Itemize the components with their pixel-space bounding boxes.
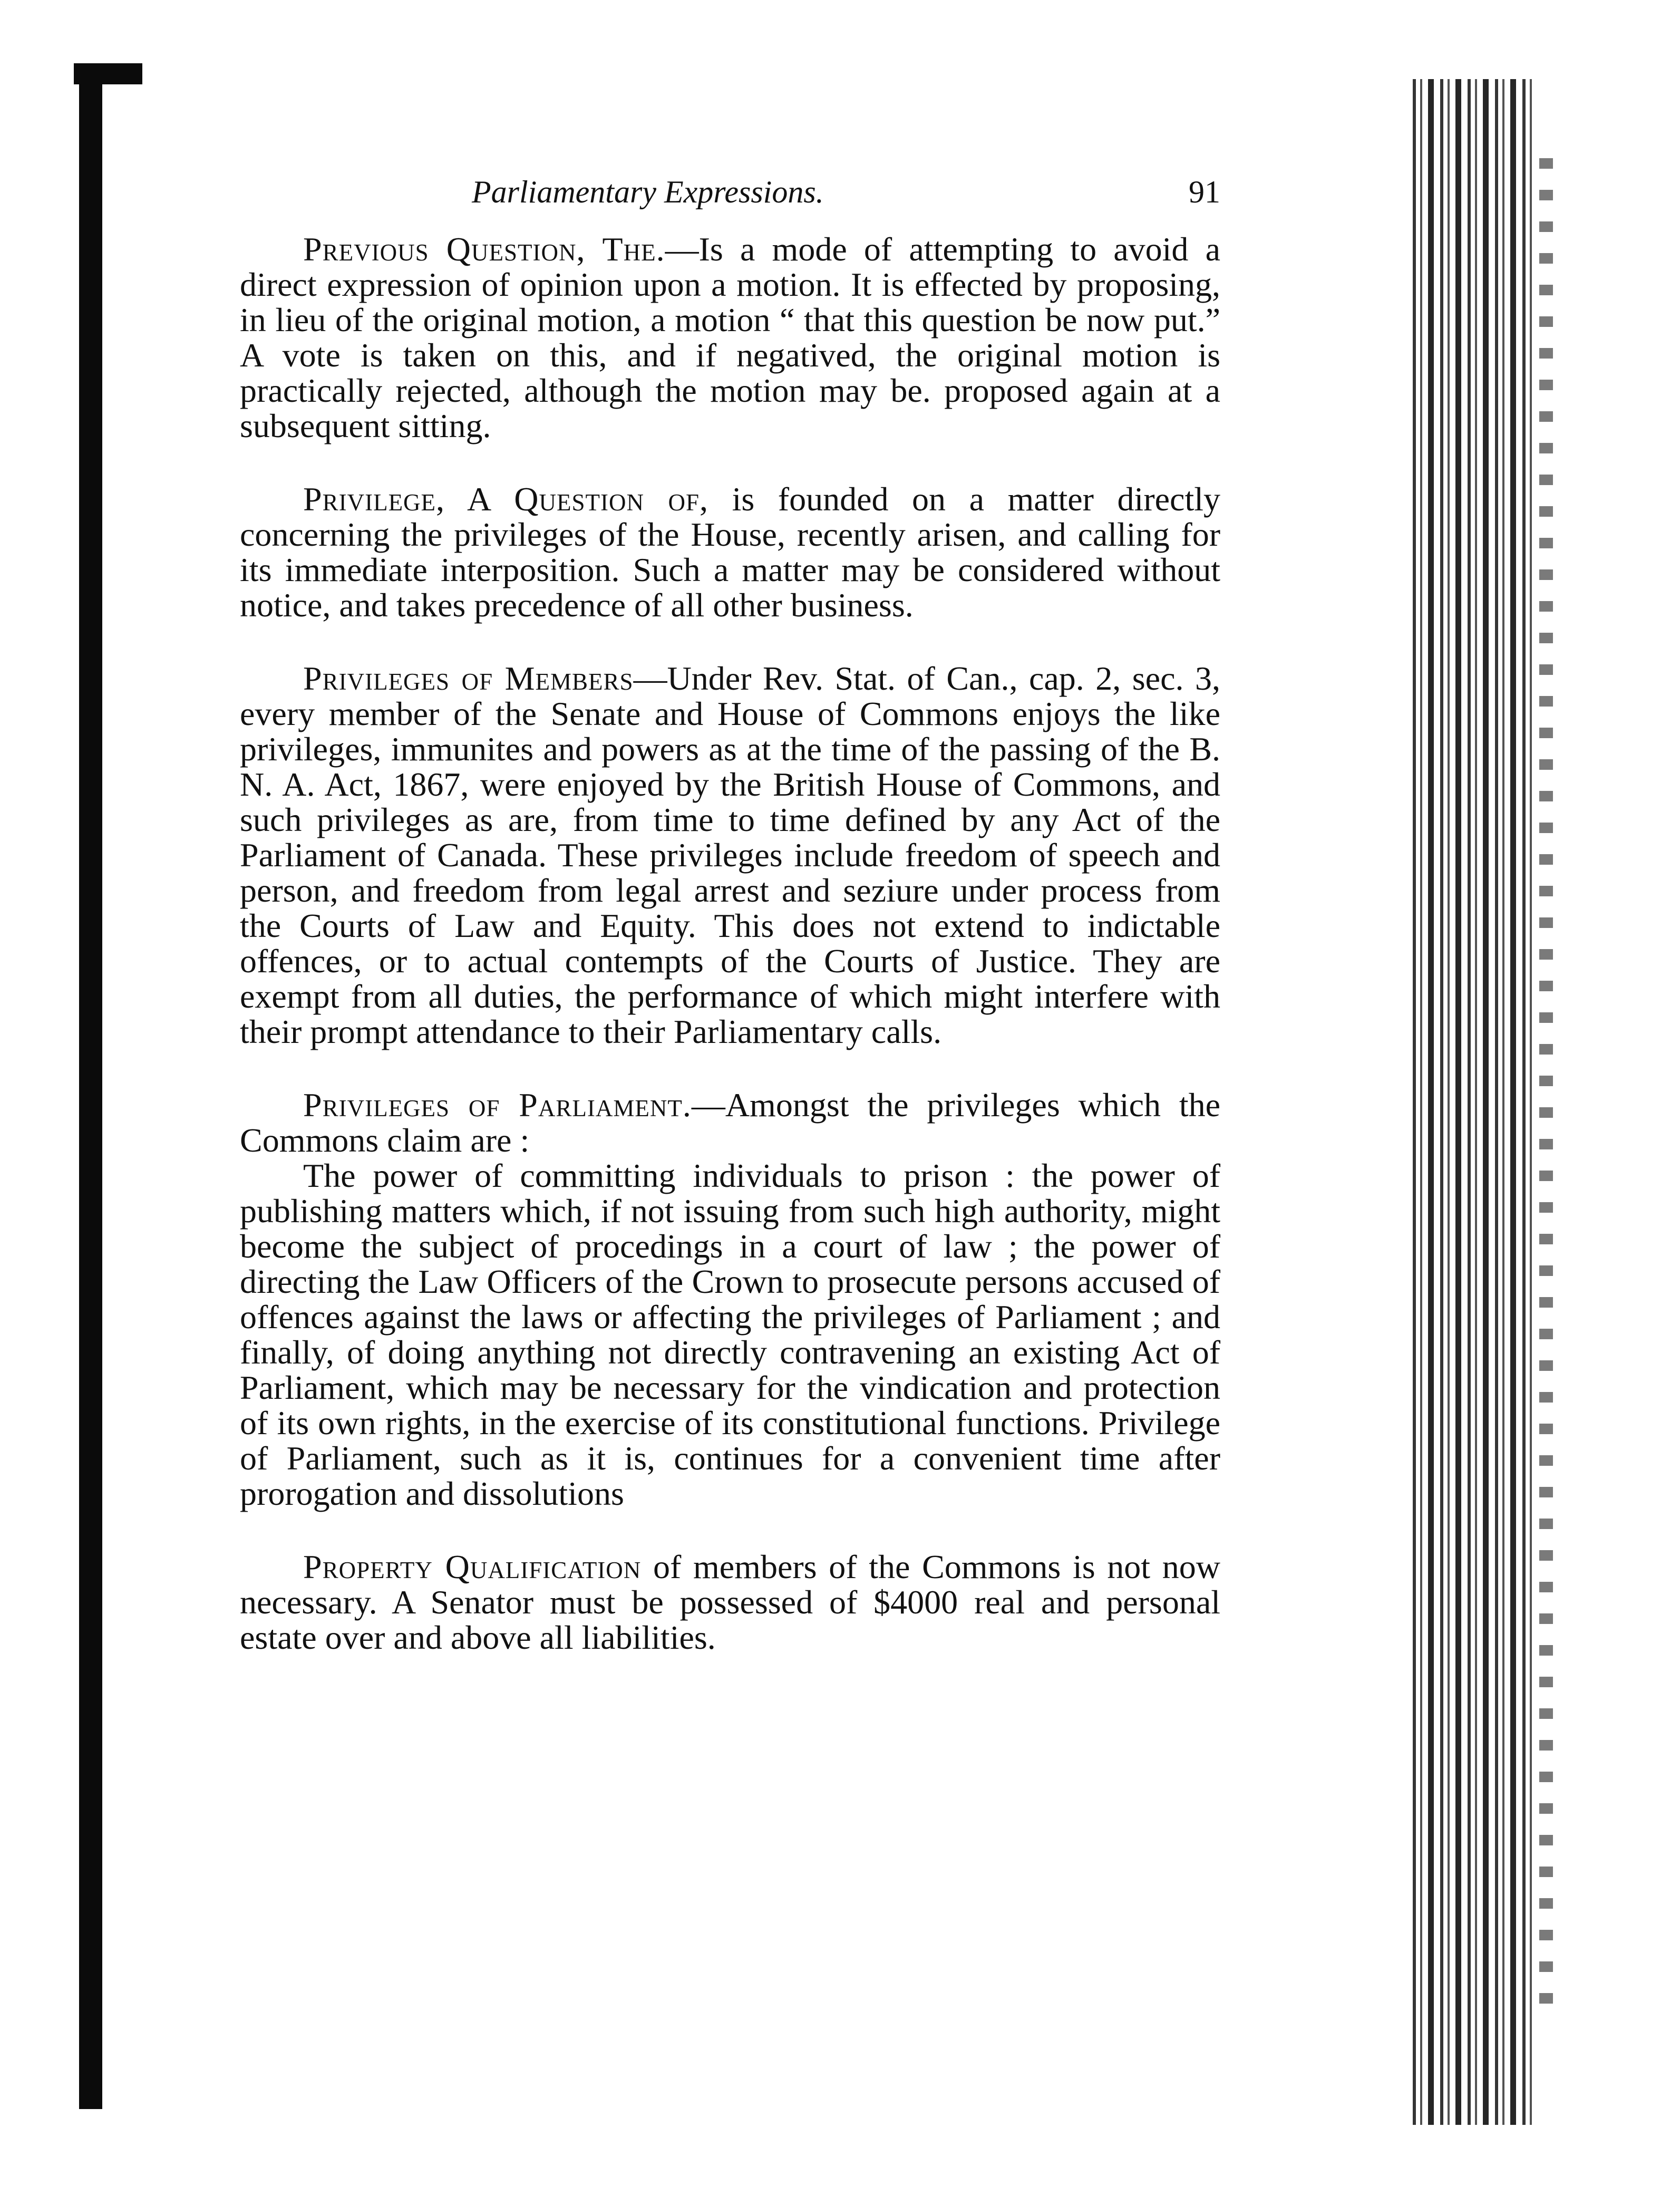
entry-text: —Amongst the privileges which the Commons claim are : <box>240 1086 1221 1159</box>
entry-text: —Is a mode of attempting to avoid a direct expression of opinion upon a motion. It is effected by proposing, in lieu of the original motion, a motion “ that this question be now put.” A vote is taken on this, and if negatived, the original motion is practically rejected, although the motion may be. proposed again at a subsequent sitting. <box>240 230 1220 444</box>
right-page-edge <box>1413 79 1534 2125</box>
entry-heading: Privilege, A Question of, <box>303 480 709 518</box>
running-title: Parliamentary Expressions. <box>472 175 824 209</box>
entry-heading: Previous Question, The. <box>303 230 665 268</box>
entry-paragraph <box>240 661 1220 1049</box>
right-page-edge-band <box>1539 158 1553 2004</box>
entry-privilege-question <box>240 481 1220 623</box>
entry-text: of members of the Commons is not now necessary. A Senator must be possessed of $4000 real and personal estate over and above all liabilities. <box>240 1548 1220 1656</box>
entry-privileges-of-parliament <box>240 1087 1220 1511</box>
entry-heading: Privileges of Members <box>303 660 634 697</box>
entry-text: —Under Rev. Stat. of Can., cap. 2, sec. 3, every member of the Senate and House of Commons enjoys the like privileges, immunites and powers as at the time of the passing of the B. N. A. Act, 1867, were enjoyed by the British House of Commons, and such privileges as are, from time to time defined by any Act of the Parliament of Canada. These privileges include freedom of speech and person, and freedom from legal arrest and seziure under process from the Courts of Law and Equity. This does not extend to indictable offences, or to actual contempts of the Courts of Justice. They are exempt from all duties, the performance of which might interfere with their prompt attendance to their Parliamentary calls. <box>240 660 1220 1050</box>
entry-paragraph-continued: The power of committing individuals to prison : the power of publishing matters which, if not issuing from such high authority, might become the subject of procedings in a court of law ; the power of directing the Law Officers of the Crown to prosecute persons accused of offences against the laws or affecting the privileges of Parliament ; and finally, of doing anything not directly contravening an existing Act of Parliament, which may be necessary for the vindication and protection of its own rights, in the exercise of its constitutional functions. Privilege of Parliament, such as it is, continues for a convenient time after prorogation and dissolutions <box>240 1157 1220 1512</box>
left-binding-edge <box>79 63 102 2109</box>
page-number: 91 <box>1189 175 1220 209</box>
entry-paragraph <box>240 1549 1220 1655</box>
entry-paragraph <box>240 231 1220 443</box>
entry-text: is founded on a matter directly concerning the privileges of the House, recently arisen, and calling for its immediate interposition. Such a matter may be considered without notice, and takes precedence of all other business. <box>240 480 1220 624</box>
entry-heading: Privileges of Parliament. <box>303 1086 692 1124</box>
running-head <box>472 174 1220 210</box>
entry-previous-question <box>240 231 1220 443</box>
entry-paragraph <box>240 481 1220 623</box>
book-page <box>240 174 1220 1693</box>
entry-heading: Property Qualification <box>303 1548 642 1585</box>
entry-paragraph <box>240 1087 1220 1158</box>
left-binding-cap <box>74 63 142 84</box>
entry-property-qualification <box>240 1549 1220 1655</box>
entry-privileges-of-members <box>240 661 1220 1049</box>
